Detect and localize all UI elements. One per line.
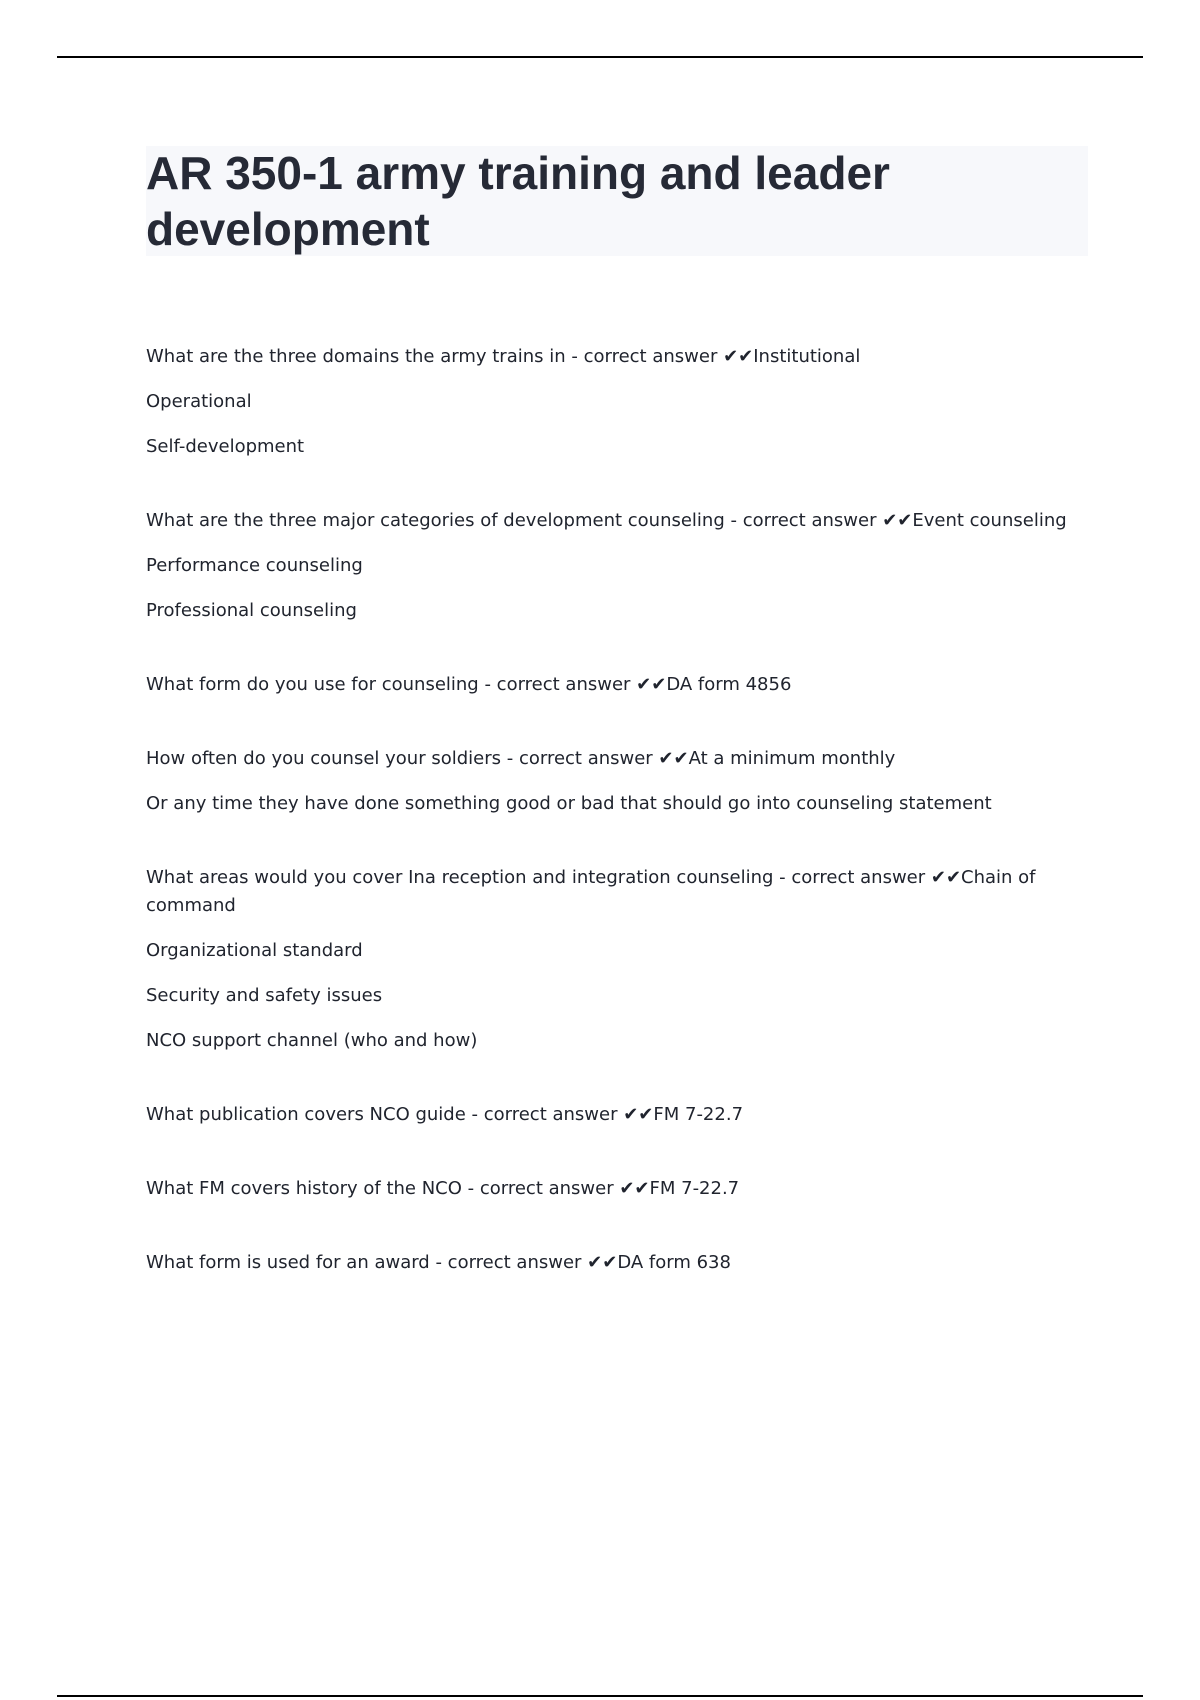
qa-line: What FM covers history of the NCO - correct answer ✔✔FM 7-22.7 [146,1178,740,1199]
qa-item [146,343,1106,461]
qa-item [146,507,1106,625]
qa-line: What form do you use for counseling - correct answer ✔✔DA form 4856 [146,674,792,695]
qa-line: What publication covers NCO guide - correct answer ✔✔FM 7-22.7 [146,1104,744,1125]
qa-item [146,671,1106,699]
qa-line: Or any time they have done something good or bad that should go into counseling statement [146,793,992,814]
qa-line: Self-development [146,436,305,457]
qa-line: What areas would you cover Ina reception and integration counseling - correct answer ✔✔Chain of command [146,867,1036,916]
qa-line: What are the three major categories of development counseling - correct answer ✔✔Event counseling [146,510,1067,531]
qa-line: What form is used for an award - correct answer ✔✔DA form 638 [146,1252,731,1273]
document-title: AR 350-1 army training and leader development [146,147,890,255]
qa-item [146,864,1106,1055]
qa-line: How often do you counsel your soldiers - correct answer ✔✔At a minimum monthly [146,748,896,769]
title-block [146,146,1088,256]
qa-item [146,1101,1106,1129]
bottom-rule [57,1695,1143,1697]
qa-item [146,1249,1106,1277]
qa-line: Performance counseling [146,555,363,576]
qa-item [146,1175,1106,1203]
qa-line: Security and safety issues [146,985,383,1006]
qa-list [146,343,1106,1323]
qa-item [146,745,1106,818]
qa-line: Operational [146,391,252,412]
qa-line: NCO support channel (who and how) [146,1030,478,1051]
qa-line: Organizational standard [146,940,363,961]
qa-line: Professional counseling [146,600,357,621]
top-rule [57,56,1143,58]
qa-line: What are the three domains the army trains in - correct answer ✔✔Institutional [146,346,861,367]
